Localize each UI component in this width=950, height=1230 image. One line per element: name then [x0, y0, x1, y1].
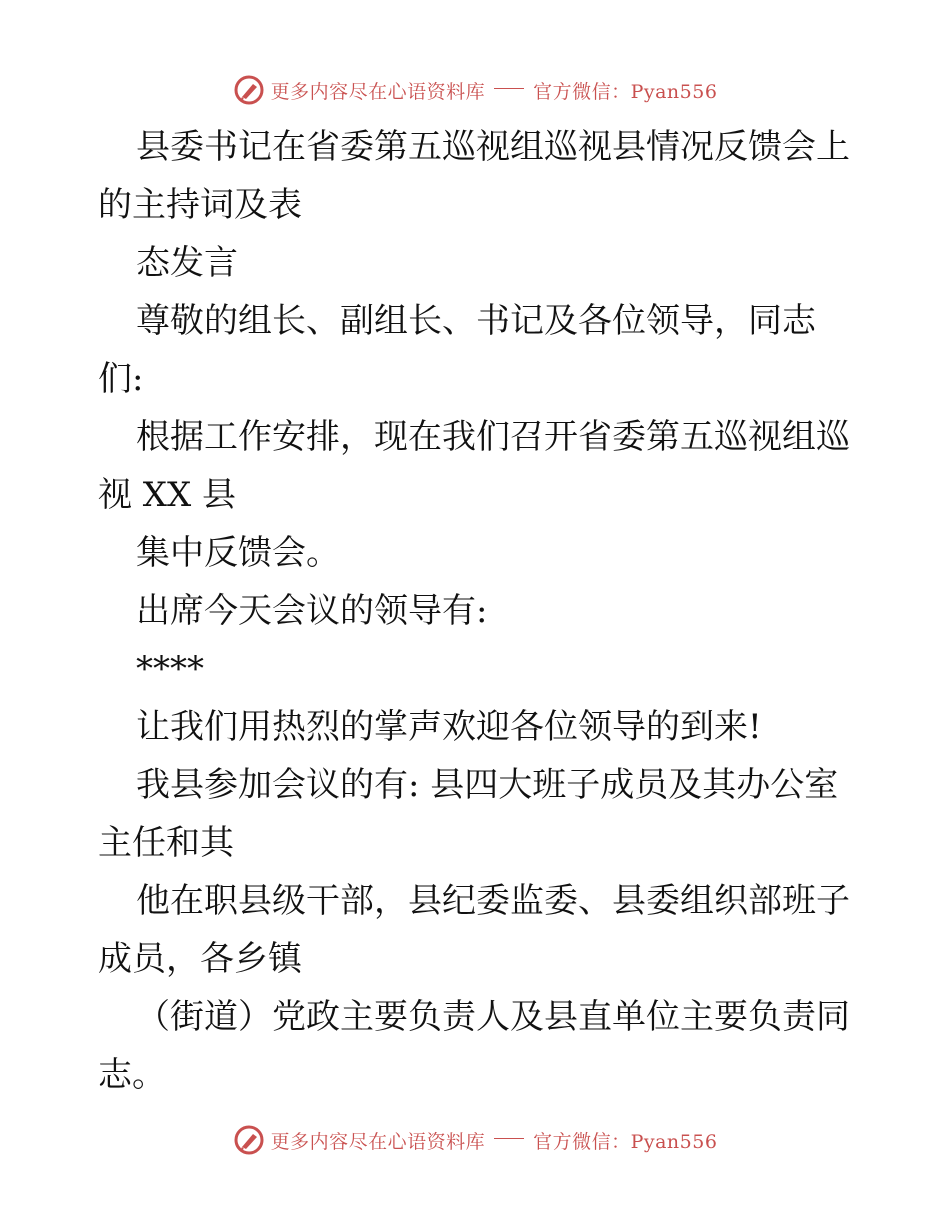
watermark-content	[233, 1124, 718, 1156]
paragraph-line: 视 XX 县	[98, 475, 237, 515]
watermark-site-text: 更多内容尽在心语资料库	[270, 1130, 486, 1153]
watermark-wechat-text: 官方微信：Pyan556	[533, 1130, 718, 1153]
paragraph-line: 根据工作安排，现在我们召开省委第五巡视组巡	[136, 417, 850, 457]
paragraph-line: ****	[136, 649, 204, 689]
paragraph-line: 让我们用热烈的掌声欢迎各位领导的到来!	[136, 707, 762, 747]
title-line-2: 的主持词及表	[98, 185, 302, 225]
paragraph-line: 他在职县级干部，县纪委监委、县委组织部班子	[136, 881, 850, 921]
paragraph-line: 我县参加会议的有: 县四大班子成员及其办公室	[136, 765, 839, 805]
title-line-3: 态发言	[136, 243, 238, 283]
pen-logo-icon	[233, 74, 265, 106]
watermark-site-text: 更多内容尽在心语资料库	[270, 80, 486, 103]
paragraph-line: 出席今天会议的领导有:	[136, 591, 488, 631]
watermark-banner-bottom	[0, 1120, 950, 1160]
watermark-content	[233, 74, 718, 106]
watermark-wechat-text: 官方微信：Pyan556	[533, 80, 718, 103]
paragraph-line: 成员，各乡镇	[98, 939, 302, 979]
document-body	[98, 118, 858, 1104]
title-line-1: 县委书记在省委第五巡视组巡视县情况反馈会上	[136, 127, 850, 167]
paragraph-line: 主任和其	[98, 823, 234, 863]
paragraph-line: 集中反馈会。	[136, 533, 340, 573]
watermark-dash	[494, 1138, 524, 1139]
watermark-banner-top	[0, 70, 950, 110]
greeting-line-1: 尊敬的组长、副组长、书记及各位领导，同志	[136, 301, 816, 341]
greeting-line-2: 们:	[98, 359, 144, 399]
paragraph-line: （街道）党政主要负责人及县直单位主要负责同	[136, 997, 850, 1037]
paragraph-line: 志。	[98, 1055, 166, 1095]
pen-logo-icon	[233, 1124, 265, 1156]
watermark-dash	[494, 88, 524, 89]
